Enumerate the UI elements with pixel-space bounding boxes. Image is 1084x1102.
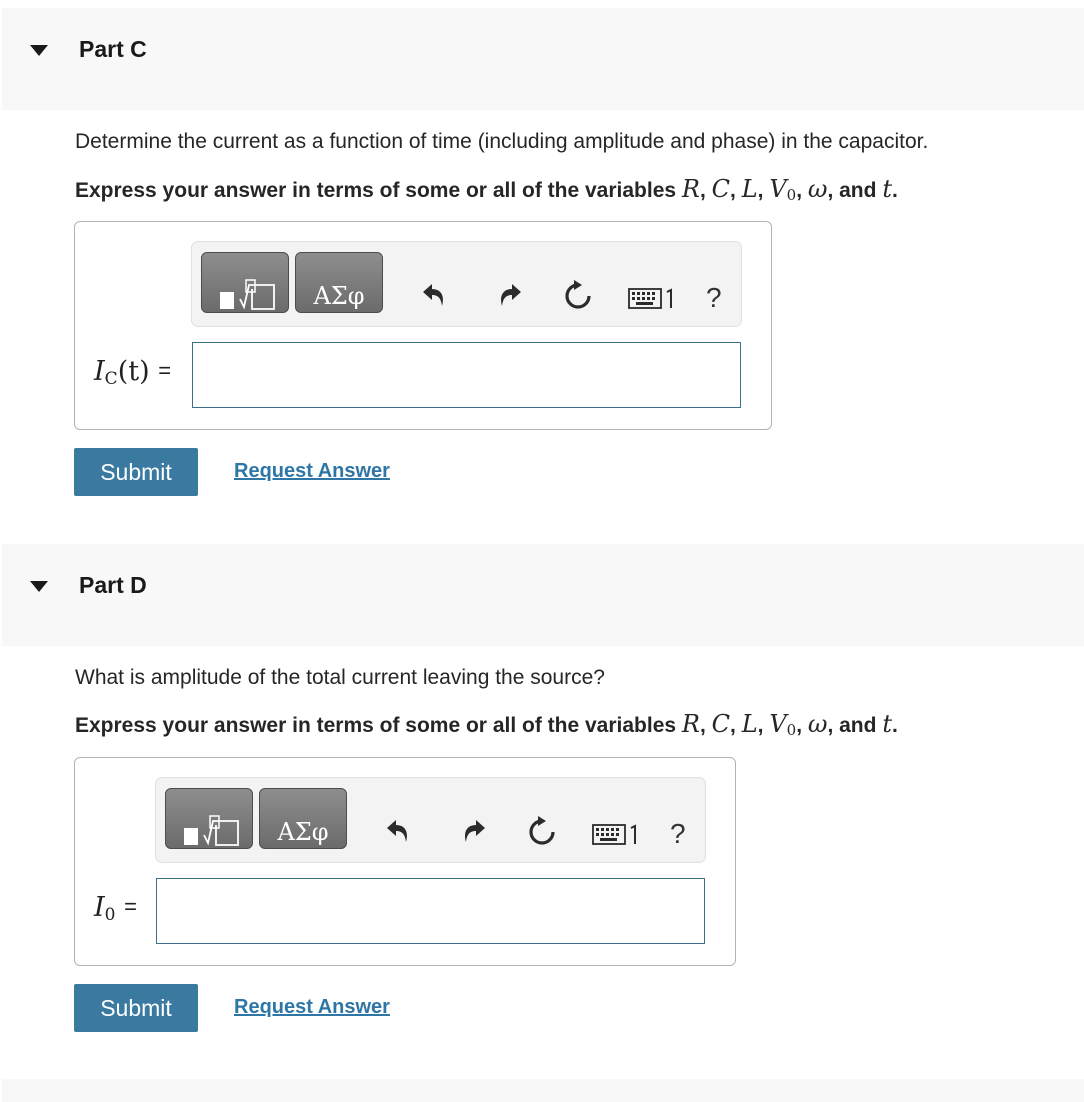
request-answer-link[interactable]: Request Answer	[234, 996, 390, 1018]
undo-icon[interactable]	[386, 818, 412, 844]
reset-icon[interactable]	[526, 816, 558, 848]
part-d-title: Part D	[79, 572, 147, 598]
math-toolbar	[191, 241, 742, 327]
templates-button[interactable]	[165, 788, 253, 849]
answer-label: $I_C(t)$ =	[94, 356, 172, 389]
help-icon[interactable]: ?	[670, 818, 686, 849]
templates-icon	[220, 279, 276, 311]
part-d-question: What is amplitude of the total current leaving the source?	[75, 666, 605, 689]
greek-symbols-button[interactable]: ΑΣφ	[295, 252, 383, 313]
part-c-title: Part C	[79, 36, 147, 62]
reset-icon[interactable]	[562, 280, 594, 312]
submit-button[interactable]: Submit	[74, 448, 198, 496]
templates-icon	[184, 815, 240, 847]
request-answer-link[interactable]: Request Answer	[234, 460, 390, 482]
part-c-answer-box	[74, 221, 772, 430]
part-d-header[interactable]	[2, 544, 1084, 646]
answer-label: $I_0$ =	[94, 892, 137, 925]
greek-symbols-button[interactable]: ΑΣφ	[259, 788, 347, 849]
part-d-instruction: Express your answer in terms of some or all of the variables R, C, L, V0, ω, and t.	[75, 710, 898, 739]
part-c-question: Determine the current as a function of time (including amplitude and phase) in the capacitor.	[75, 130, 929, 153]
next-part-header	[2, 1079, 1084, 1102]
help-icon[interactable]: ?	[706, 282, 722, 313]
redo-icon[interactable]	[496, 282, 522, 308]
collapse-caret-icon[interactable]	[30, 581, 48, 592]
keyboard-icon[interactable]	[628, 288, 676, 310]
part-c-instruction: Express your answer in terms of some or all of the variables R, C, L, V0, ω, and t.	[75, 175, 898, 204]
submit-button[interactable]: Submit	[74, 984, 198, 1032]
collapse-caret-icon[interactable]	[30, 45, 48, 56]
part-d-answer-box	[74, 757, 736, 966]
redo-icon[interactable]	[460, 818, 486, 844]
keyboard-icon[interactable]	[592, 824, 640, 846]
templates-button[interactable]	[201, 252, 289, 313]
answer-input[interactable]	[192, 342, 741, 408]
part-c-header[interactable]	[2, 8, 1084, 110]
undo-icon[interactable]	[422, 282, 448, 308]
math-toolbar	[155, 777, 706, 863]
answer-input[interactable]	[156, 878, 705, 944]
